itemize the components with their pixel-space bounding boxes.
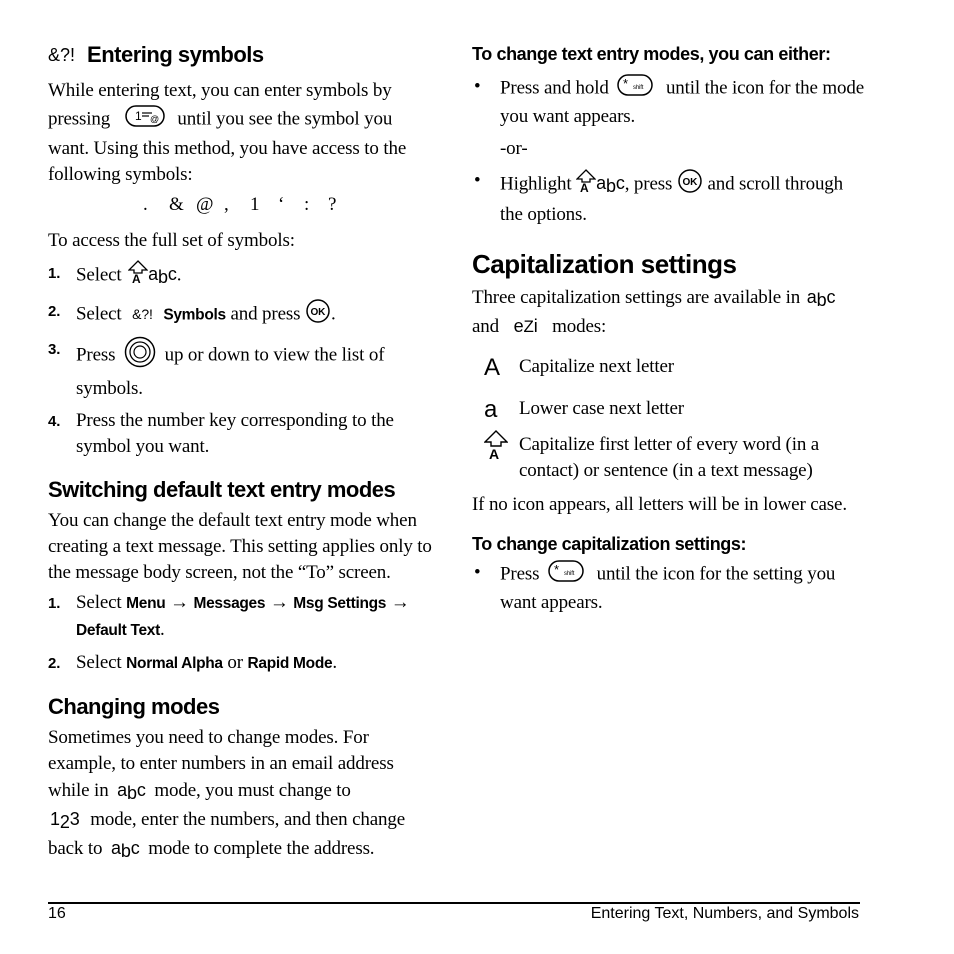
cap-settings-heading: To change capitalization settings: [472,534,747,554]
shift-caps-icon [484,430,508,468]
symbol: : [304,194,310,215]
section-title: Entering symbols [87,42,264,67]
nav-key-icon [124,336,156,376]
abc-mode-icon: $a_bc$ [117,780,146,803]
shift-caps-icon [576,169,596,201]
symbol: . [143,194,148,215]
svg-text:shift: shift [633,85,644,91]
symbol: & [169,194,184,215]
capital-a-icon: A [484,354,500,381]
star-shift-key-icon [548,560,584,590]
right-column [472,40,864,616]
symbols-mode-icon: &?! [48,44,76,65]
changing-body: Sometimes you need to change modes. For example, to enter numbers in an email address while in $a_bc$ mode, you must change to $1_23$ mode, enter the numbers, and then change back to $a_bc$ mode to complete the address. [48,727,406,861]
lowercase-a-icon: a [484,396,498,423]
one-key-icon [125,104,165,136]
ezi-mode-icon: eZi [513,316,538,336]
cap-option-upper: A Capitalize next letter [484,354,674,381]
abc-mode-icon: $a_bc$ [806,287,836,310]
svg-text:A: A [489,446,499,460]
ok-key-icon [305,298,331,332]
entering-symbols-heading [48,40,433,70]
switch-step-1: 1. Select Menu → Messages → Msg Settings → Default Text. [48,592,410,640]
ok-key-icon [677,168,703,202]
step-3: 3. Press up or down to view the list of symbols. [48,336,433,402]
switching-body: You can change the default text entry mode when creating a text message. This setting applies only to the message body screen, not the “To” screen. [48,510,432,583]
switch-step-2: 2. Select Normal Alpha or Rapid Mode. [48,652,337,673]
svg-text:A: A [580,181,589,193]
svg-text:A: A [132,272,141,284]
symbol: @ [196,194,214,215]
svg-text:OK: OK [310,307,326,318]
bullet-cap-press: • Press * shift until the icon for the setting you want appears. [474,562,836,613]
symbols-mode-icon: &?! [132,306,153,323]
capitalization-heading: Capitalization settings [472,249,737,279]
symbol: 1 [250,194,260,215]
no-icon-text: If no icon appears, all letters will be in lower case. [472,494,847,515]
symbol: ‘ [278,194,285,215]
chapter-title: Entering Text, Numbers, and Symbols [590,905,859,922]
access-text: To access the full set of symbols: [48,230,295,251]
step-1: 1. Select A $a_bc$. [48,260,433,292]
abc-mode-icon: $a_bc$ [148,264,177,288]
shift-caps-icon [128,260,148,292]
changing-heading: Changing modes [48,694,220,719]
step-4: 4. Press the number key corresponding to the symbol you want. [48,410,394,457]
page-number: 16 [48,905,66,922]
step-2: 2. Select &?! Symbols and press OK . [48,298,433,332]
cap-option-lower: a Lower case next letter [484,396,684,423]
number-mode-icon: $1_23$ [50,809,80,832]
left-column [48,40,433,864]
cap-option-word: A Capitalize first letter of every word (in a contact) or sentence (in a text message) [472,432,864,484]
footer-rule [48,902,860,904]
symbol: , [224,194,229,215]
bullet-highlight: • Highlight A $a_bc$, press OK and scroll through the options. [474,170,843,225]
bullet-press-hold: • Press and hold * shift until the icon for the mode you want appears. [474,76,864,127]
svg-text:*: * [623,76,629,91]
or-text: -or- [500,138,528,159]
star-shift-key-icon [617,74,653,104]
svg-text:shift: shift [563,571,575,577]
svg-text:OK: OK [682,177,698,188]
svg-text:@: @ [149,114,159,124]
abc-mode-icon: $a_bc$ [110,838,140,861]
svg-text:*: * [553,562,559,577]
abc-mode-icon: $a_bc$ [596,173,625,197]
symbol: ? [328,194,337,215]
change-modes-heading: To change text entry modes, you can either: [472,44,831,64]
svg-text:1: 1 [134,109,142,123]
entering-intro: While entering text, you can enter symbols by pressing 1 @ until you see the symbol you want. Using this method, you have access to the following symbols: [48,80,407,185]
switching-heading: Switching default text entry modes [48,477,396,502]
symbol-list [48,194,433,228]
capitalization-intro: Three capitalization settings are available in $a_bc$ and eZi modes: [472,287,836,337]
